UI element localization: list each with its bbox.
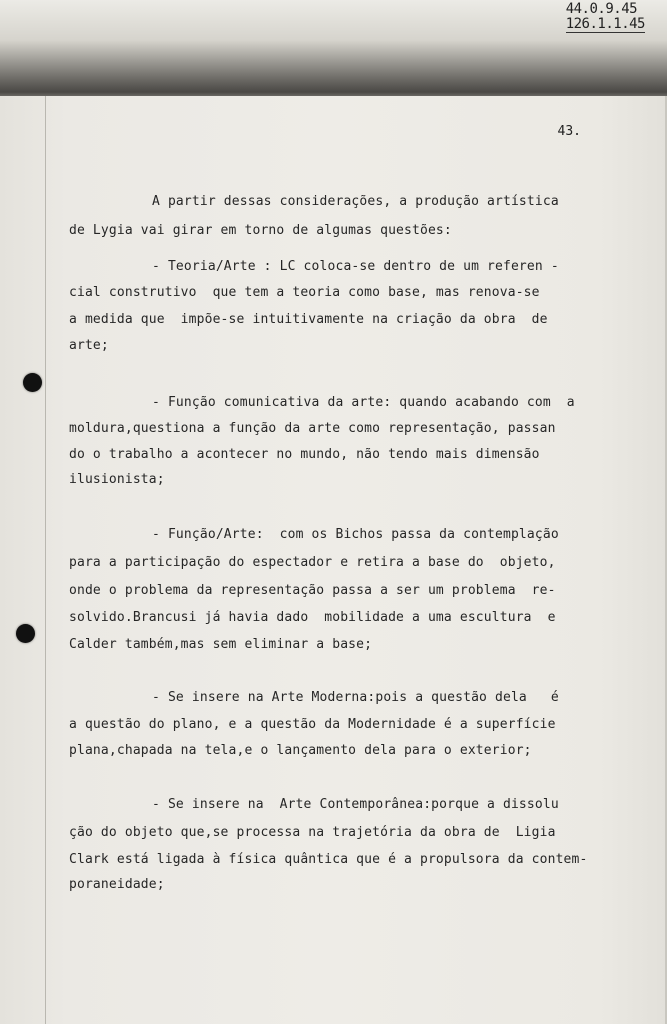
text-line: ção do objeto que,se processa na trajetória da obra de Ligia [69,825,556,840]
text-line: plana,chapada na tela,e o lançamento dela para o exterior; [69,743,532,758]
text-line: ilusionista; [69,472,165,487]
text-line: moldura,questiona a função da arte como representação, passan [69,421,556,436]
text-line: para a participação do espectador e retira a base do objeto, [69,555,556,570]
punch-hole-bottom [16,624,35,643]
text-line: Clark está ligada à física quântica que é a propulsora da contem- [69,852,588,867]
text-line: - Se insere na Arte Contemporânea:porque a dissolu [152,797,559,812]
text-line: - Teoria/Arte : LC coloca-se dentro de um referen - [152,259,559,274]
text-line: cial construtivo que tem a teoria como base, mas renova-se [69,285,540,300]
margin-line [45,96,46,1024]
archive-stamp-line-2: 126.1.1.45 [565,16,645,32]
text-line: Calder também,mas sem eliminar a base; [69,637,373,652]
text-line: arte; [69,338,109,353]
text-line: - Função comunicativa da arte: quando acabando com a [152,395,575,410]
text-line: do o trabalho a acontecer no mundo, não tendo mais dimensão [69,447,540,462]
text-line: - Função/Arte: com os Bichos passa da contemplação [152,527,559,542]
archive-stamp-line-1: 44.0.9.45 [565,1,638,17]
punch-hole-top [23,373,42,392]
text-line: onde o problema da representação passa a ser um problema re- [69,583,556,598]
page-number: 43. [557,124,581,139]
archive-stamp [566,2,645,33]
text-line: poraneidade; [69,877,165,892]
text-line: a medida que impõe-se intuitivamente na criação da obra de [69,312,548,327]
text-line: solvido.Brancusi já havia dado mobilidade a uma escultura e [69,610,556,625]
text-line: A partir dessas considerações, a produção artística [152,194,559,209]
text-line: de Lygia vai girar em torno de algumas questões: [69,223,452,238]
text-line: - Se insere na Arte Moderna:pois a questão dela é [152,690,559,705]
text-line: a questão do plano, e a questão da Modernidade é a superfície [69,717,556,732]
